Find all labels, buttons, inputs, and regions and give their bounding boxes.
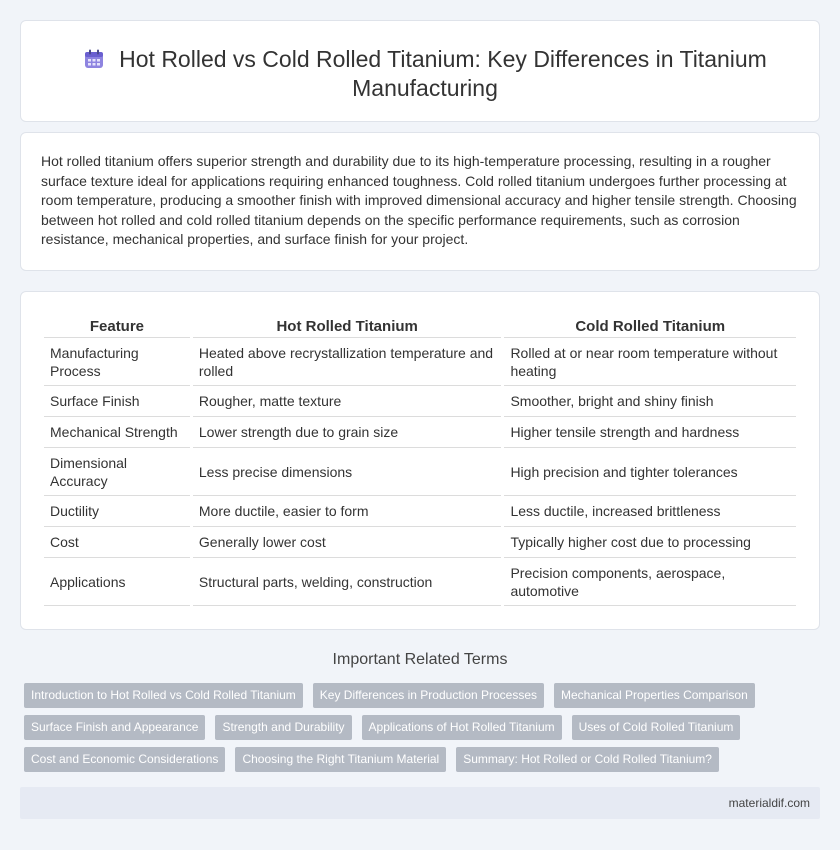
row-feature: Cost [44,527,190,558]
row-feature: Surface Finish [44,386,190,417]
table-row [44,448,796,496]
tag-link[interactable]: Introduction to Hot Rolled vs Cold Rolled Titanium [24,683,303,708]
header-card [20,20,820,122]
related-tags [24,683,824,779]
tag-link[interactable]: Choosing the Right Titanium Material [235,747,446,772]
row-cold-value: Higher tensile strength and hardness [504,417,796,448]
related-terms-title: Important Related Terms [332,651,508,668]
comparison-card [20,291,820,630]
page-title-text: Hot Rolled vs Cold Rolled Titanium: Key Differences in Titanium Manufacturing [119,46,767,101]
tag-row [24,683,824,715]
table-row [44,386,796,417]
table-row [44,527,796,558]
header-cold-rolled: Cold Rolled Titanium [504,315,796,338]
tag-row [24,715,824,747]
comparison-table [41,315,799,606]
row-hot-value: Heated above recrystallization temperature and rolled [193,338,502,386]
intro-card [20,132,820,271]
tag-row [24,747,824,779]
header-feature: Feature [44,315,190,338]
row-cold-value: Smoother, bright and shiny finish [504,386,796,417]
table-header-row [44,315,796,338]
row-hot-value: Rougher, matte texture [193,386,502,417]
table-row [44,338,796,386]
calendar-icon [83,48,105,70]
row-hot-value: Generally lower cost [193,527,502,558]
table-row [44,417,796,448]
tag-link[interactable]: Uses of Cold Rolled Titanium [572,715,741,740]
tag-link[interactable]: Summary: Hot Rolled or Cold Rolled Titanium? [456,747,719,772]
row-cold-value: High precision and tighter tolerances [504,448,796,496]
row-feature: Dimensional Accuracy [44,448,190,496]
row-feature: Manufacturing Process [44,338,190,386]
footer-site-link[interactable]: materialdif.com [728,796,810,810]
tag-link[interactable]: Key Differences in Production Processes [313,683,544,708]
row-cold-value: Typically higher cost due to processing [504,527,796,558]
tag-link[interactable]: Strength and Durability [215,715,351,740]
row-hot-value: Lower strength due to grain size [193,417,502,448]
row-hot-value: Less precise dimensions [193,448,502,496]
header-hot-rolled: Hot Rolled Titanium [193,315,502,338]
row-cold-value: Rolled at or near room temperature without heating [504,338,796,386]
row-hot-value: Structural parts, welding, construction [193,558,502,606]
tag-link[interactable]: Mechanical Properties Comparison [554,683,755,708]
table-row [44,558,796,606]
tag-link[interactable]: Surface Finish and Appearance [24,715,205,740]
footer [20,787,820,819]
page-title [61,45,789,103]
tag-link[interactable]: Applications of Hot Rolled Titanium [362,715,562,740]
row-feature: Mechanical Strength [44,417,190,448]
table-row [44,496,796,527]
row-feature: Ductility [44,496,190,527]
tag-link[interactable]: Cost and Economic Considerations [24,747,225,772]
row-hot-value: More ductile, easier to form [193,496,502,527]
row-feature: Applications [44,558,190,606]
row-cold-value: Less ductile, increased brittleness [504,496,796,527]
row-cold-value: Precision components, aerospace, automotive [504,558,796,606]
intro-paragraph: Hot rolled titanium offers superior strength and durability due to its high-temperature processing, resulting in a rougher surface texture ideal for applications requiring enhanced toughness. Cold rolled titanium undergoes further processing at room temperature, producing a smoother finish with improved dimensional accuracy and higher tensile strength. Choosing between hot rolled and cold rolled titanium depends on the specific performance requirements, such as corrosion resistance, mechanical properties, and surface finish for your project. [41,153,797,247]
